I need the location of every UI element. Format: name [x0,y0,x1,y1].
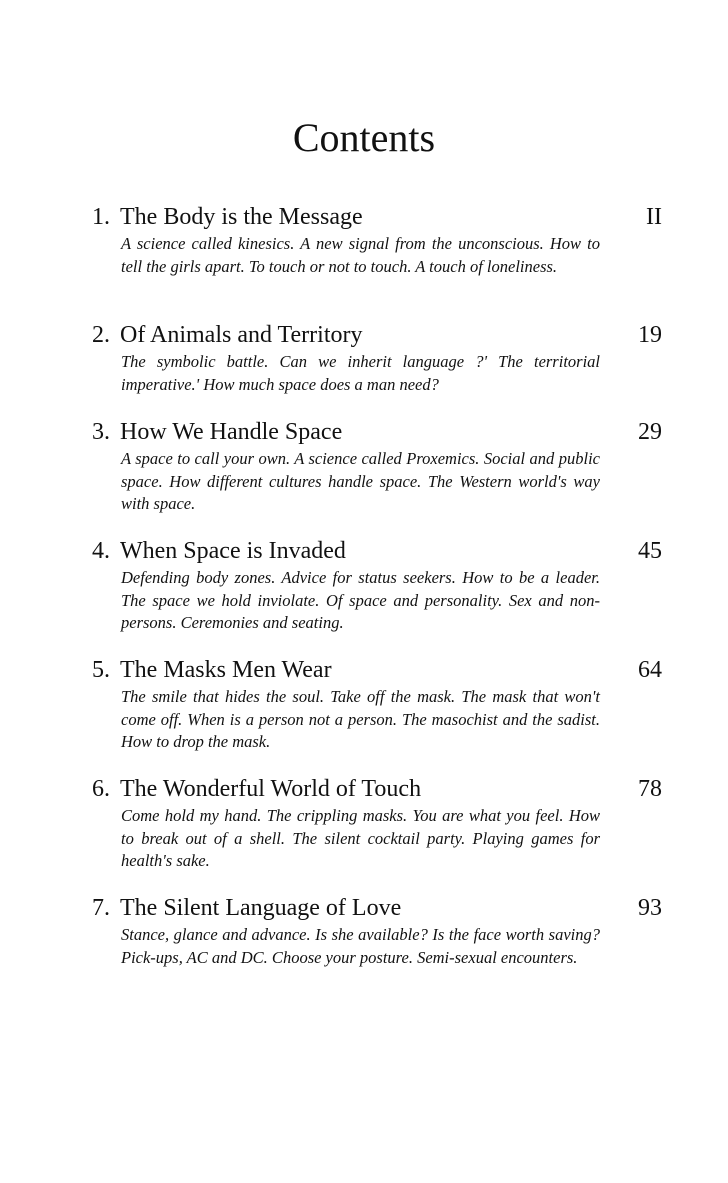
chapter-number: 6. [92,776,110,802]
chapter-title: The Wonderful World of Touch [120,776,422,802]
page-title: Contents [292,115,436,160]
chapter-page-number: 19 [638,322,662,348]
chapter-page-number: 78 [638,776,662,802]
chapter-number: 1. [92,204,110,230]
chapter-page-number: 93 [638,895,662,921]
chapter-number: 3. [92,419,110,445]
chapter-description: Come hold my hand. The crippling masks. You are what you feel. How to break out of a shell. The silent cocktail party. Playing games for health's sake. [121,806,600,870]
chapter-page-number: 45 [638,538,662,564]
chapter-heading [92,202,612,232]
chapter-title: The Silent Language of Love [120,895,402,921]
chapter-title: When Space is Invaded [120,538,346,564]
chapter-title: How We Handle Space [120,419,343,445]
chapter-number: 4. [92,538,110,564]
chapter-description: Defending body zones. Advice for status seekers. How to be a leader. The space we hold inviolate. Of space and personality. Sex and non-persons. Ceremonies and seating. [121,568,600,632]
chapter-page-number: 64 [638,657,662,683]
chapter-page-number: 29 [638,419,662,445]
chapter-description: The symbolic battle. Can we inherit language ?' The territorial imperative.' How much space does a man need? [121,352,600,394]
chapter-description: A space to call your own. A science called Proxemics. Social and public space. How different cultures handle space. The Western world's way with space. [121,449,600,513]
chapter-heading [92,774,612,804]
chapter-heading [92,655,612,685]
chapter-title: The Body is the Message [120,204,363,230]
chapter-description: A science called kinesics. A new signal from the unconscious. How to tell the girls apart. To touch or not to touch. A touch of loneliness. [121,234,600,276]
chapter-number: 7. [92,895,110,921]
chapter-title: Of Animals and Territory [120,322,363,348]
chapter-title: The Masks Men Wear [120,657,332,683]
chapter-heading [92,320,612,350]
chapter-heading [92,536,612,566]
chapter-number: 2. [92,322,110,348]
chapter-description: The smile that hides the soul. Take off the mask. The mask that won't come off. When is a person not a person. The masochist and the sadist. How to drop the mask. [121,687,600,751]
chapter-page-number: II [646,204,662,230]
chapter-heading [92,417,612,447]
chapter-number: 5. [92,657,110,683]
chapter-heading [92,893,612,923]
chapter-description: Stance, glance and advance. Is she available? Is the face worth saving? Pick-ups, AC and DC. Choose your posture. Semi-sexual encounters. [121,925,600,967]
